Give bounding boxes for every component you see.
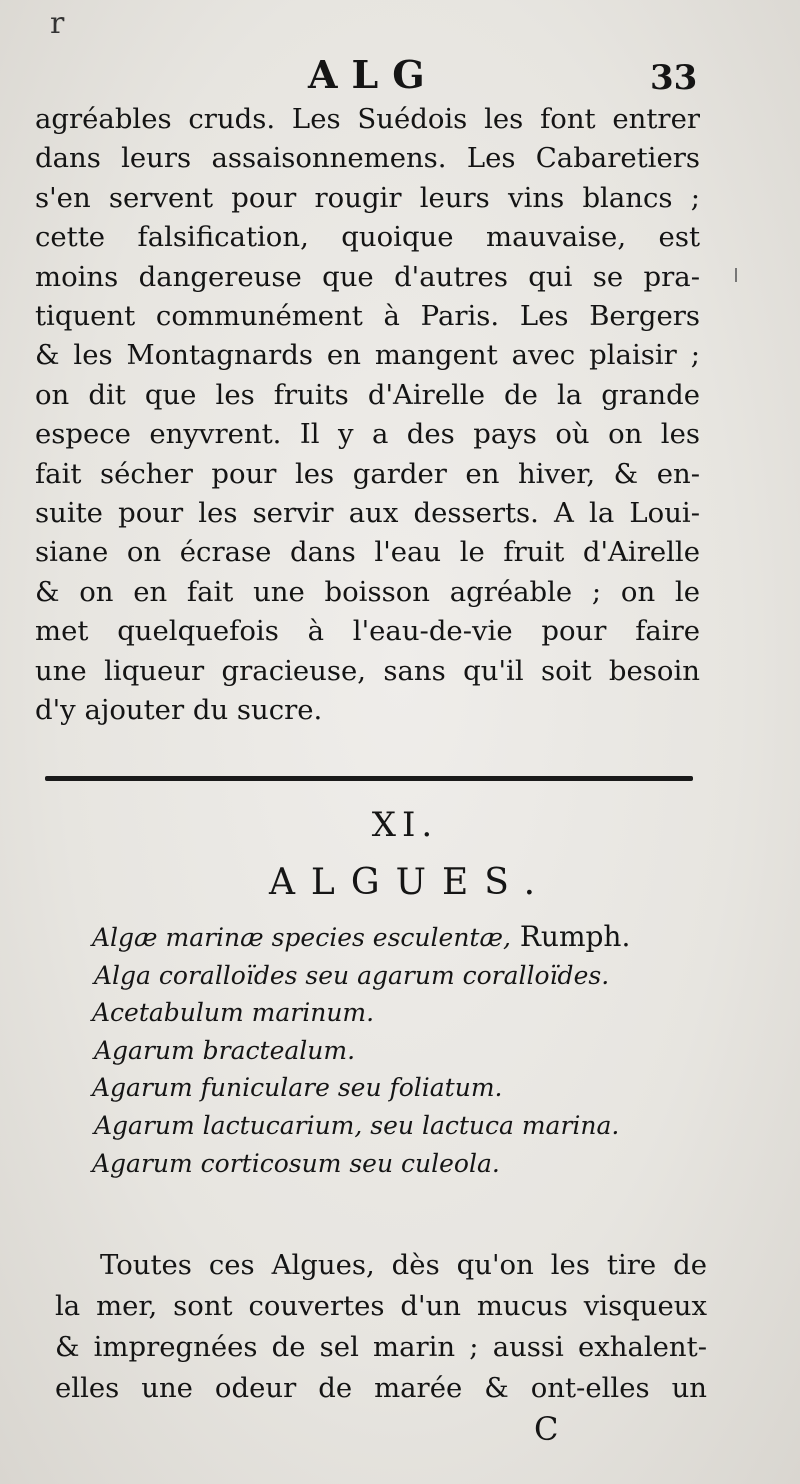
- text-line: tiquent communément à Paris. Les Bergers: [35, 300, 700, 333]
- text-line: & les Montagnards en mangent avec plaisir ;: [35, 339, 700, 372]
- paragraph-continued: [35, 100, 700, 731]
- text-line: & impregnées de sel marin ; aussi exhalent-: [55, 1331, 707, 1363]
- text-line: fait sécher pour les garder en hiver, & en-: [35, 457, 700, 490]
- section-divider: [45, 776, 693, 781]
- synonym-item: [92, 1069, 722, 1107]
- section-title: ALGUES.: [268, 862, 552, 903]
- text-line: la mer, sont couvertes d'un mucus visqueux: [55, 1290, 707, 1322]
- text-line: & on en fait une boisson agréable ; on le: [35, 575, 700, 608]
- synonym-item: [92, 1032, 722, 1070]
- synonym-text: Agarum lactucarium, seu lactuca marina.: [94, 1110, 620, 1140]
- synonym-item: [92, 1145, 722, 1183]
- text-line: dans leurs assaisonnemens. Les Cabaretiers: [35, 142, 700, 175]
- synonym-text: Agarum funiculare seu foliatum.: [92, 1073, 503, 1103]
- text-line: cette falsification, quoique mauvaise, est: [35, 221, 700, 254]
- synonym-item: [92, 918, 722, 957]
- synonym-list: [92, 918, 722, 1182]
- synonym-text: Algæ marinæ species esculentæ,: [92, 923, 511, 952]
- text-line: Toutes ces Algues, dès qu'on les tire de: [100, 1249, 707, 1281]
- paragraph-algues: [55, 1245, 707, 1409]
- synonym-text: Agarum bractealum.: [94, 1035, 356, 1065]
- synonym-item: [92, 994, 722, 1032]
- text-line: siane on écrase dans l'eau le fruit d'Airelle: [35, 536, 700, 569]
- text-line: espece enyvrent. Il y a des pays où on les: [35, 418, 700, 451]
- synonym-text: Acetabulum marinum.: [92, 998, 375, 1028]
- synonym-author: Rumph.: [510, 920, 631, 953]
- section-number: XI.: [371, 805, 439, 845]
- text-line: on dit que les fruits d'Airelle de la grande: [35, 378, 700, 411]
- text-line: agréables cruds. Les Suédois les font entrer: [35, 103, 700, 135]
- running-head: ALG: [308, 52, 439, 97]
- signature-mark: C: [534, 1410, 559, 1448]
- synonym-text: Alga coralloïdes seu agarum coralloïdes.: [94, 960, 610, 990]
- text-line: une liqueur gracieuse, sans qu'il soit besoin: [35, 654, 700, 687]
- corner-mark: r: [50, 6, 65, 41]
- text-line: moins dangereuse que d'autres qui se pra-: [35, 260, 700, 293]
- text-line: d'y ajouter du sucre.: [35, 694, 323, 727]
- synonym-text: Agarum corticosum seu culeola.: [92, 1148, 500, 1178]
- margin-tick: [735, 268, 737, 282]
- text-line: s'en servent pour rougir leurs vins blancs ;: [35, 181, 700, 214]
- synonym-item: [92, 957, 722, 995]
- text-line: elles une odeur de marée & ont-elles un: [55, 1372, 707, 1404]
- page-number: 33: [650, 58, 698, 98]
- text-line: suite pour les servir aux desserts. A la Loui-: [35, 497, 700, 530]
- synonym-item: [92, 1107, 722, 1145]
- text-line: met quelquefois à l'eau-de-vie pour faire: [35, 615, 700, 648]
